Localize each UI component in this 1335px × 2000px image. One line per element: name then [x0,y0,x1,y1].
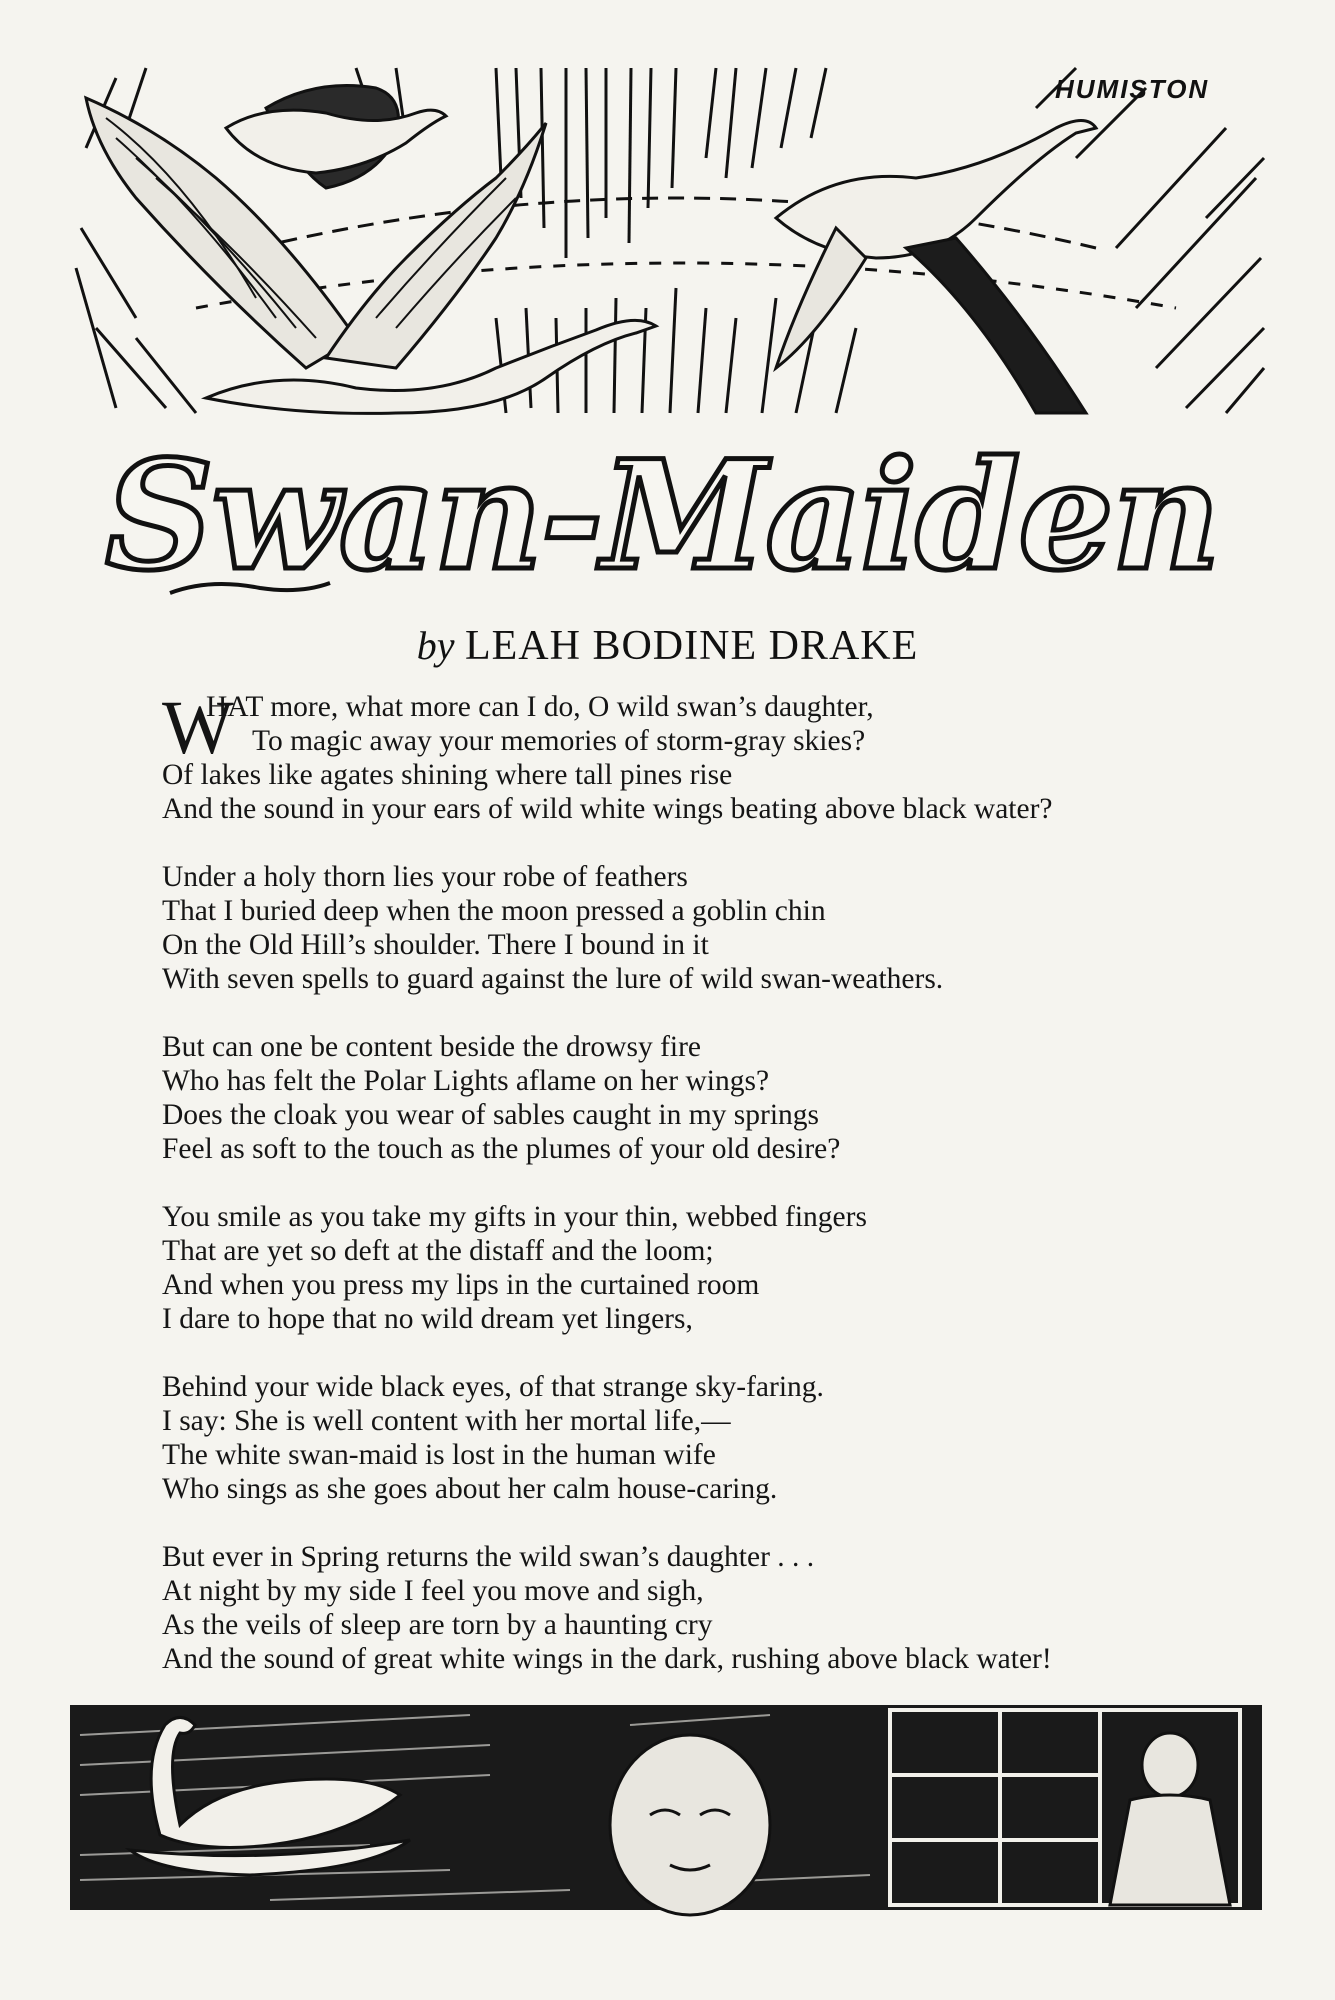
poem-line: Does the cloak you wear of sables caught in my springs [162,1099,820,1131]
poem-line: As the veils of sleep are torn by a haunting cry [162,1609,713,1641]
byline-prefix: by [416,623,455,668]
poem-line: At night by my side I feel you move and sigh, [162,1575,704,1607]
poem-line: I dare to hope that no wild dream yet lingers, [162,1303,693,1335]
poem-line: You smile as you take my gifts in your thin, webbed fingers [162,1201,867,1233]
poem-line: Feel as soft to the touch as the plumes of your old desire? [162,1133,841,1165]
poem-line: That are yet so deft at the distaff and the loom; [162,1235,714,1267]
poem-line: And the sound in your ears of wild white wings beating above black water? [162,793,1053,825]
stanza [162,1370,1272,1506]
stanza [162,860,1272,996]
poem-line: And the sound of great white wings in the dark, rushing above black water! [162,1643,1052,1675]
byline [0,622,1335,670]
poem-line: And when you press my lips in the curtained room [162,1269,760,1301]
stanza [162,686,1272,826]
stanza [162,1030,1272,1166]
poem-title-text: Swan-Maiden [105,428,1219,604]
poem-line: That I buried deep when the moon pressed a goblin chin [162,895,826,927]
poem-line: Who sings as she goes about her calm house-caring. [162,1473,778,1505]
poem-line: But can one be content beside the drowsy fire [162,1031,702,1063]
poem-body [162,686,1272,1710]
poem-line: But ever in Spring returns the wild swan’s daughter . . . [162,1541,815,1573]
stanza [162,1540,1272,1676]
poem-line: On the Old Hill’s shoulder. There I bound in it [162,929,709,961]
poem-title [105,418,1219,618]
poem-line: Under a holy thorn lies your robe of feathers [162,861,688,893]
artist-signature: HUMISTON [1055,74,1210,104]
drop-cap: W [162,686,234,770]
poem-line: With seven spells to guard against the lure of wild swan-weathers. [162,963,944,995]
swan-and-maiden-illustration [70,1705,1262,1910]
poem-line: Behind your wide black eyes, of that strange sky-faring. [162,1371,824,1403]
poem-line: The white swan-maid is lost in the human wife [162,1439,716,1471]
stanza [162,1200,1272,1336]
byline-author: LEAH BODINE DRAKE [464,623,919,669]
flying-swans-illustration [76,68,1264,416]
poem-line: To magic away your memories of storm-gray skies? [252,725,866,757]
poem-line: Who has felt the Polar Lights aflame on her wings? [162,1065,770,1097]
poem-line: HAT more, what more can I do, O wild swan’s daughter, [206,691,874,723]
poem-line: Of lakes like agates shining where tall pines rise [162,759,733,791]
poem-line: I say: She is well content with her mortal life,— [162,1405,731,1437]
